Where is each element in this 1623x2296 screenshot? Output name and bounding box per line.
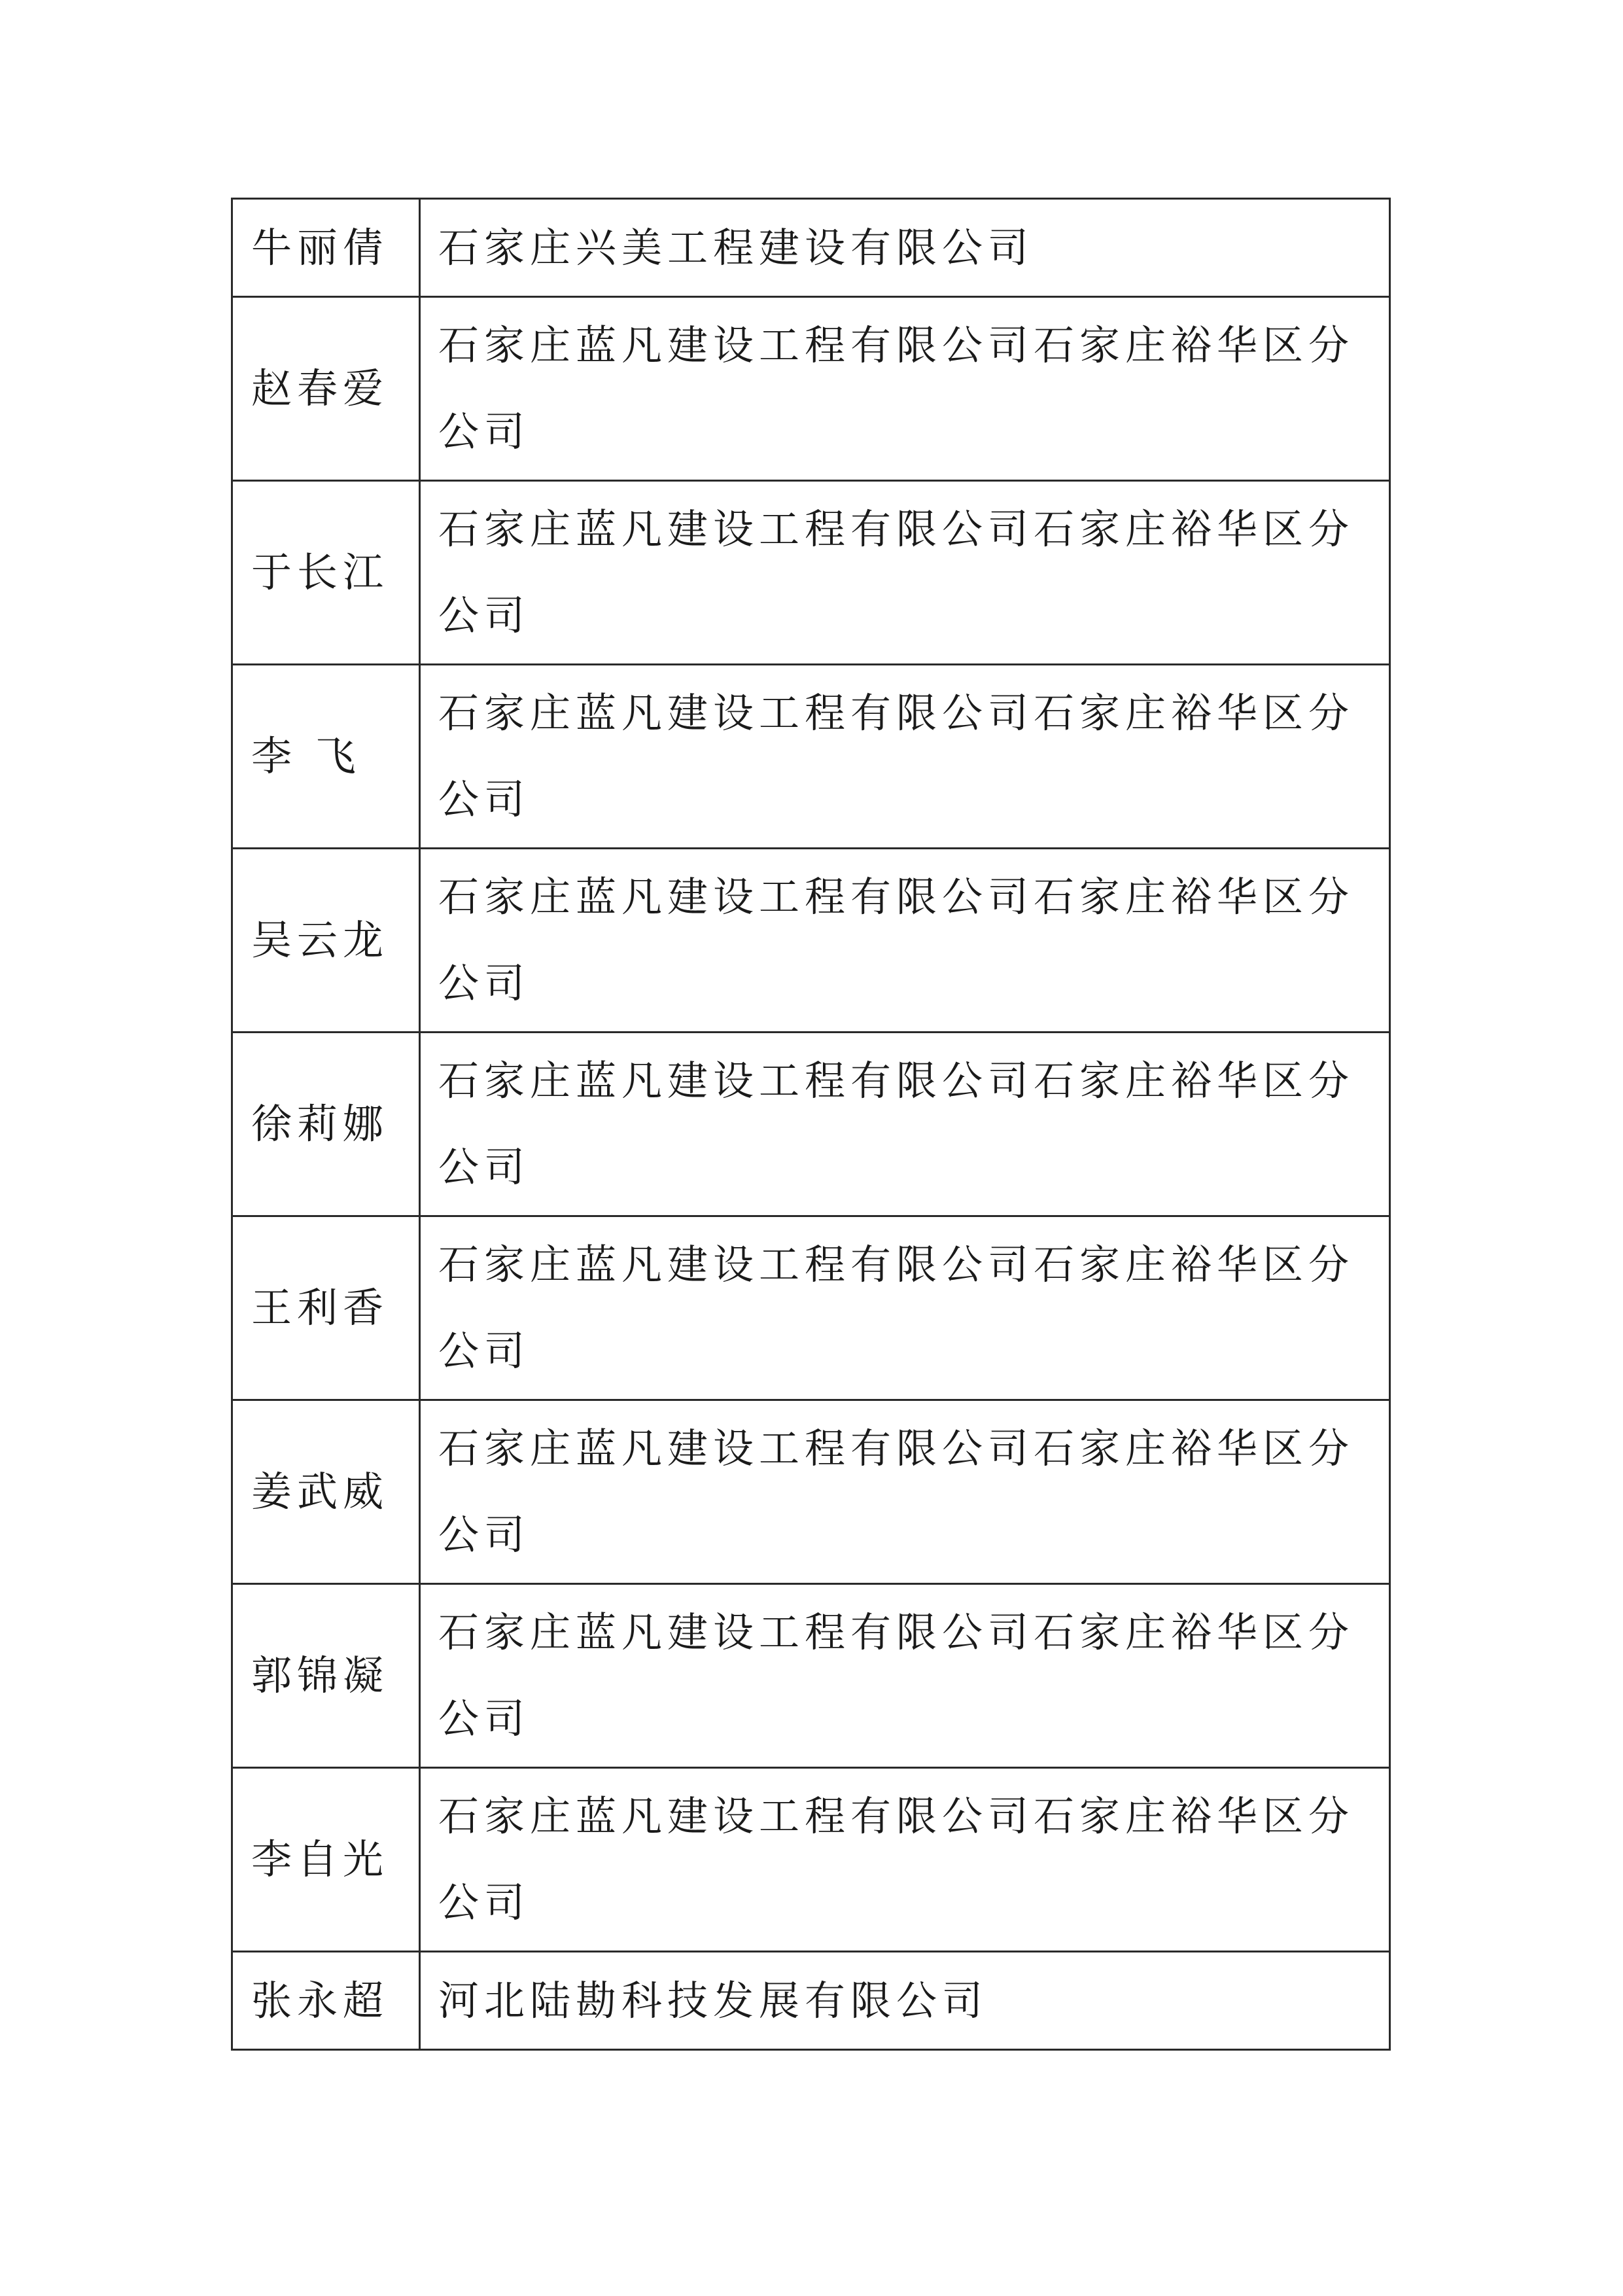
company-name: 石家庄蓝凡建设工程有限公司石家庄裕华区分公司 [420, 849, 1390, 1033]
person-name: 李自光 [232, 1768, 420, 1952]
table-row [232, 297, 1390, 481]
person-name: 李 飞 [232, 665, 420, 849]
person-name: 郭锦凝 [232, 1584, 420, 1768]
company-name: 石家庄蓝凡建设工程有限公司石家庄裕华区分公司 [420, 665, 1390, 849]
person-name: 于长江 [232, 481, 420, 665]
person-name: 赵春爱 [232, 297, 420, 481]
company-name: 石家庄蓝凡建设工程有限公司石家庄裕华区分公司 [420, 481, 1390, 665]
table-row [232, 849, 1390, 1033]
person-name: 牛丽倩 [232, 199, 420, 297]
table-row [232, 1033, 1390, 1216]
person-name: 姜武威 [232, 1400, 420, 1584]
table-row [232, 1400, 1390, 1584]
table-row [232, 1216, 1390, 1400]
company-name: 石家庄兴美工程建设有限公司 [420, 199, 1390, 297]
company-name: 石家庄蓝凡建设工程有限公司石家庄裕华区分公司 [420, 1216, 1390, 1400]
roster-table [231, 198, 1391, 2051]
person-name: 张永超 [232, 1952, 420, 2050]
table-row [232, 665, 1390, 849]
company-name: 石家庄蓝凡建设工程有限公司石家庄裕华区分公司 [420, 1584, 1390, 1768]
company-name: 河北陆勘科技发展有限公司 [420, 1952, 1390, 2050]
person-name: 王利香 [232, 1216, 420, 1400]
table-row [232, 481, 1390, 665]
person-name: 徐莉娜 [232, 1033, 420, 1216]
person-name: 吴云龙 [232, 849, 420, 1033]
company-name: 石家庄蓝凡建设工程有限公司石家庄裕华区分公司 [420, 1400, 1390, 1584]
table-row [232, 1584, 1390, 1768]
table-row [232, 199, 1390, 297]
table-row [232, 1768, 1390, 1952]
company-name: 石家庄蓝凡建设工程有限公司石家庄裕华区分公司 [420, 1768, 1390, 1952]
company-name: 石家庄蓝凡建设工程有限公司石家庄裕华区分公司 [420, 1033, 1390, 1216]
table-row [232, 1952, 1390, 2050]
company-name: 石家庄蓝凡建设工程有限公司石家庄裕华区分公司 [420, 297, 1390, 481]
